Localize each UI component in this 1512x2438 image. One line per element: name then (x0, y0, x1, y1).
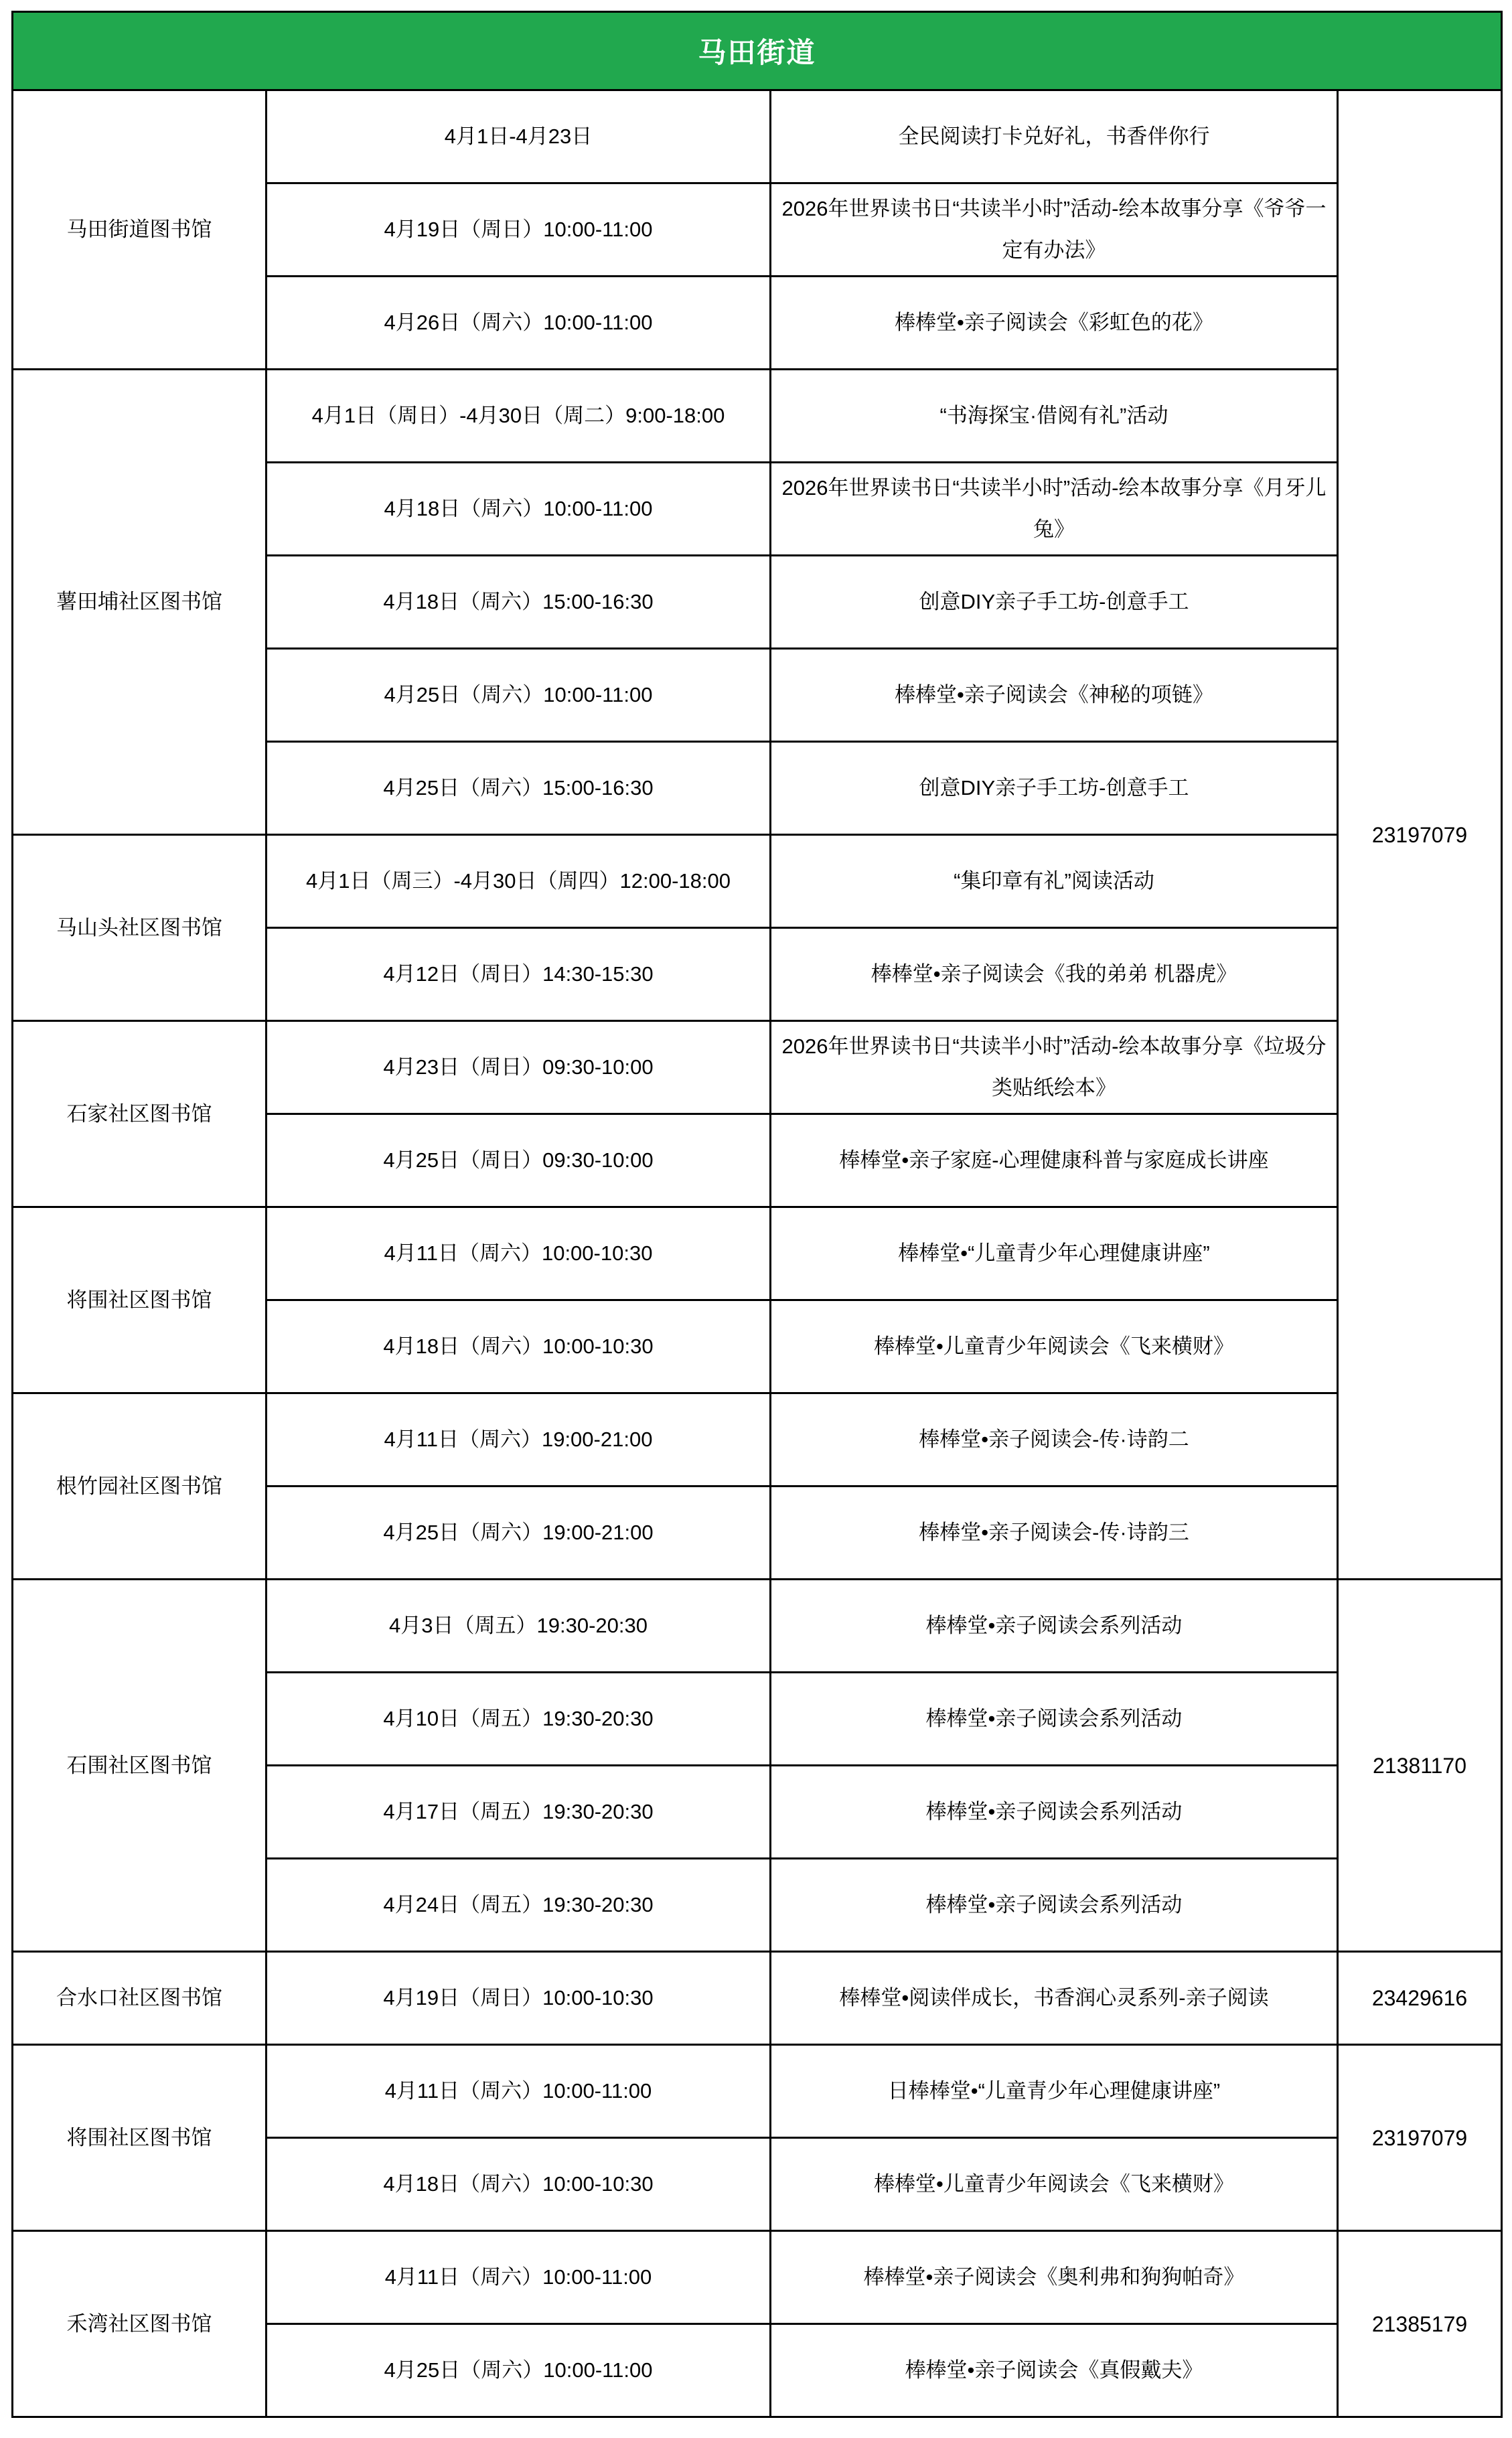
event-time-cell: 4月19日（周日）10:00-11:00 (267, 183, 771, 277)
header-row (13, 12, 1502, 90)
table-row (13, 1021, 1502, 1114)
phone-number-cell: 23197079 (1338, 90, 1502, 1580)
event-activity-cell: 日棒棒堂•“儿童青少年心理健康讲座” (771, 2045, 1338, 2138)
table-row (13, 1207, 1502, 1300)
event-time-cell: 4月18日（周六）15:00-16:30 (267, 556, 771, 649)
library-name-cell: 石家社区图书馆 (13, 1021, 267, 1207)
event-activity-cell: 2026年世界读书日“共读半小时”活动-绘本故事分享《垃圾分类贴纸绘本》 (771, 1021, 1338, 1114)
event-time-cell: 4月19日（周日）10:00-10:30 (267, 1952, 771, 2045)
library-name-cell: 禾湾社区图书馆 (13, 2231, 267, 2417)
event-activity-cell: 全民阅读打卡兑好礼，书香伴你行 (771, 90, 1338, 183)
library-name-cell: 根竹园社区图书馆 (13, 1393, 267, 1580)
table-row (13, 1952, 1502, 2045)
page-title: 马田街道 (13, 12, 1502, 90)
table-row (13, 1393, 1502, 1487)
event-time-cell: 4月17日（周五）19:30-20:30 (267, 1766, 771, 1859)
event-activity-cell: 棒棒堂•亲子阅读会《真假戴夫》 (771, 2324, 1338, 2417)
event-activity-cell: 棒棒堂•亲子阅读会系列活动 (771, 1766, 1338, 1859)
event-time-cell: 4月18日（周六）10:00-11:00 (267, 463, 771, 556)
table-row (13, 2231, 1502, 2324)
library-name-cell: 薯田埔社区图书馆 (13, 370, 267, 835)
table-row (13, 835, 1502, 928)
table-row (13, 1580, 1502, 1673)
event-time-cell: 4月18日（周六）10:00-10:30 (267, 2138, 771, 2231)
event-activity-cell: 棒棒堂•亲子家庭-心理健康科普与家庭成长讲座 (771, 1114, 1338, 1207)
event-time-cell: 4月1日（周三）-4月30日（周四）12:00-18:00 (267, 835, 771, 928)
event-time-cell: 4月12日（周日）14:30-15:30 (267, 928, 771, 1021)
event-time-cell: 4月3日（周五）19:30-20:30 (267, 1580, 771, 1673)
event-time-cell: 4月11日（周六）19:00-21:00 (267, 1393, 771, 1487)
event-activity-cell: 棒棒堂•亲子阅读会系列活动 (771, 1859, 1338, 1952)
library-name-cell: 马山头社区图书馆 (13, 835, 267, 1021)
library-name-cell: 马田街道图书馆 (13, 90, 267, 370)
phone-number-cell: 23429616 (1338, 1952, 1502, 2045)
schedule-table-body (13, 90, 1502, 2417)
event-activity-cell: 棒棒堂•亲子阅读会《彩虹色的花》 (771, 277, 1338, 370)
event-activity-cell: 2026年世界读书日“共读半小时”活动-绘本故事分享《月牙儿兔》 (771, 463, 1338, 556)
library-name-cell: 将围社区图书馆 (13, 2045, 267, 2231)
event-activity-cell: 棒棒堂•阅读伴成长，书香润心灵系列-亲子阅读 (771, 1952, 1338, 2045)
event-activity-cell: 棒棒堂•亲子阅读会《我的弟弟 机器虎》 (771, 928, 1338, 1021)
event-activity-cell: 棒棒堂•亲子阅读会系列活动 (771, 1673, 1338, 1766)
library-name-cell: 石围社区图书馆 (13, 1580, 267, 1952)
event-time-cell: 4月18日（周六）10:00-10:30 (267, 1300, 771, 1393)
event-time-cell: 4月1日（周日）-4月30日（周二）9:00-18:00 (267, 370, 771, 463)
event-activity-cell: 创意DIY亲子手工坊-创意手工 (771, 556, 1338, 649)
event-activity-cell: 棒棒堂•亲子阅读会-传·诗韵二 (771, 1393, 1338, 1487)
event-activity-cell: 棒棒堂•儿童青少年阅读会《飞来横财》 (771, 1300, 1338, 1393)
event-activity-cell: 棒棒堂•亲子阅读会《奥利弗和狗狗帕奇》 (771, 2231, 1338, 2324)
event-time-cell: 4月1日-4月23日 (267, 90, 771, 183)
event-activity-cell: 棒棒堂•亲子阅读会《神秘的项链》 (771, 649, 1338, 742)
event-time-cell: 4月10日（周五）19:30-20:30 (267, 1673, 771, 1766)
event-activity-cell: 棒棒堂•亲子阅读会-传·诗韵三 (771, 1487, 1338, 1580)
event-time-cell: 4月25日（周六）15:00-16:30 (267, 742, 771, 835)
phone-number-cell: 23197079 (1338, 2045, 1502, 2231)
event-time-cell: 4月26日（周六）10:00-11:00 (267, 277, 771, 370)
event-time-cell: 4月23日（周日）09:30-10:00 (267, 1021, 771, 1114)
event-activity-cell: 2026年世界读书日“共读半小时”活动-绘本故事分享《爷爷一定有办法》 (771, 183, 1338, 277)
event-activity-cell: “集印章有礼”阅读活动 (771, 835, 1338, 928)
event-activity-cell: 创意DIY亲子手工坊-创意手工 (771, 742, 1338, 835)
event-time-cell: 4月25日（周六）10:00-11:00 (267, 2324, 771, 2417)
table-row (13, 2045, 1502, 2138)
event-activity-cell: “书海探宝·借阅有礼”活动 (771, 370, 1338, 463)
event-time-cell: 4月25日（周日）09:30-10:00 (267, 1114, 771, 1207)
table-row (13, 90, 1502, 183)
event-time-cell: 4月24日（周五）19:30-20:30 (267, 1859, 771, 1952)
event-time-cell: 4月11日（周六）10:00-10:30 (267, 1207, 771, 1300)
schedule-table (11, 11, 1503, 2418)
library-name-cell: 合水口社区图书馆 (13, 1952, 267, 2045)
library-name-cell: 将围社区图书馆 (13, 1207, 267, 1393)
event-time-cell: 4月25日（周六）10:00-11:00 (267, 649, 771, 742)
phone-number-cell: 21385179 (1338, 2231, 1502, 2417)
event-activity-cell: 棒棒堂•儿童青少年阅读会《飞来横财》 (771, 2138, 1338, 2231)
phone-number-cell: 21381170 (1338, 1580, 1502, 1952)
event-activity-cell: 棒棒堂•“儿童青少年心理健康讲座” (771, 1207, 1338, 1300)
event-time-cell: 4月11日（周六）10:00-11:00 (267, 2231, 771, 2324)
event-time-cell: 4月11日（周六）10:00-11:00 (267, 2045, 771, 2138)
table-row (13, 370, 1502, 463)
event-activity-cell: 棒棒堂•亲子阅读会系列活动 (771, 1580, 1338, 1673)
event-time-cell: 4月25日（周六）19:00-21:00 (267, 1487, 771, 1580)
